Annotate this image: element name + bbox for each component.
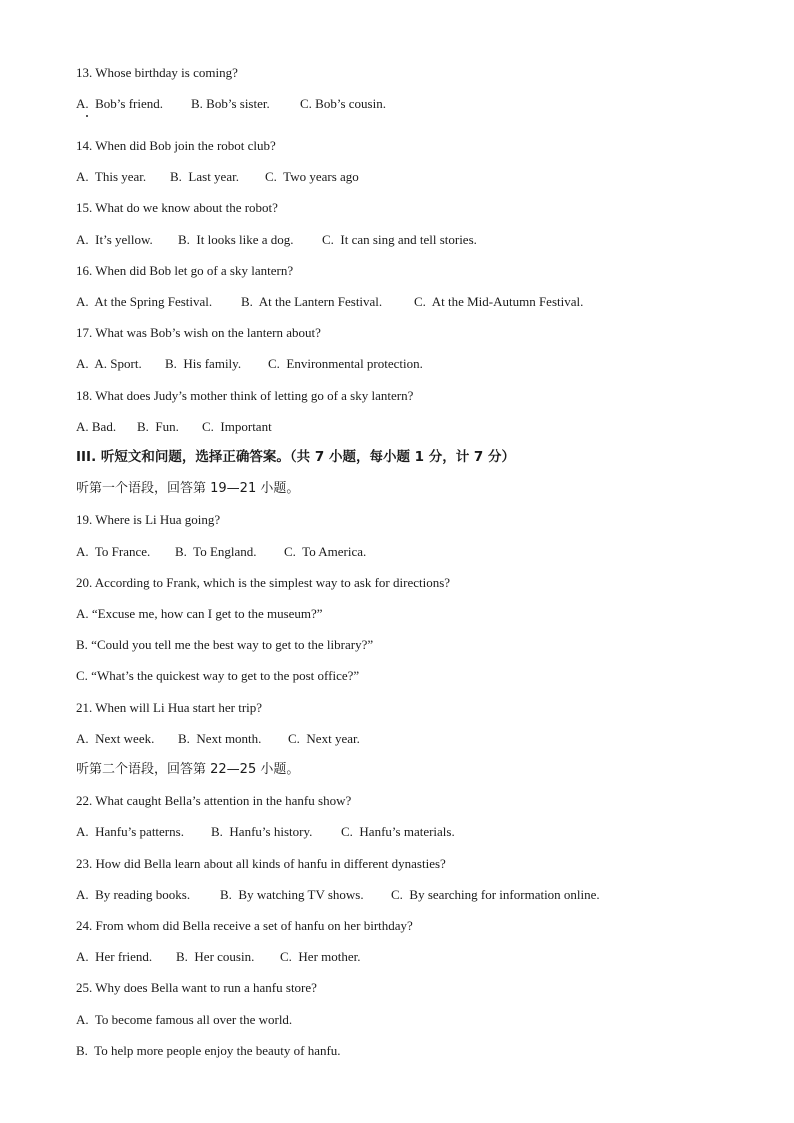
question-15: 15. What do we know about the robot? — [76, 200, 278, 215]
option-23a: A. By reading books. — [76, 887, 191, 902]
option-17b: B. His family. — [165, 356, 242, 371]
option-19a: A. To France. — [76, 544, 151, 559]
option-13a: A. Bob’s friend. — [76, 96, 164, 111]
option-18b: B. Fun. — [137, 419, 179, 434]
option-18a: A. Bad. — [76, 419, 117, 434]
option-22a: A. Hanfu’s patterns. — [76, 824, 184, 839]
option-14b: B. Last year. — [170, 169, 239, 184]
option-17c: C. Environmental protection. — [268, 356, 423, 371]
option-16a: A. At the Spring Festival. — [76, 294, 213, 309]
option-24c: C. Her mother. — [280, 949, 361, 964]
option-21a: A. Next week. — [76, 731, 155, 746]
options-22 — [76, 824, 455, 840]
option-22c: C. Hanfu’s materials. — [341, 824, 455, 839]
stray-mark — [86, 115, 88, 117]
options-16 — [76, 294, 583, 310]
option-13b: B. Bob’s sister. — [191, 96, 270, 111]
option-22b: B. Hanfu’s history. — [211, 824, 313, 839]
question-17: 17. What was Bob’s wish on the lantern about? — [76, 325, 321, 340]
question-24: 24. From whom did Bella receive a set of hanfu on her birthday? — [76, 918, 413, 933]
question-13: 13. Whose birthday is coming? — [76, 65, 238, 80]
question-20: 20. According to Frank, which is the simplest way to ask for directions? — [76, 575, 451, 590]
options-14 — [76, 169, 359, 185]
option-15b: B. It looks like a dog. — [178, 232, 294, 247]
question-19: 19. Where is Li Hua going? — [76, 512, 221, 527]
option-25b: B. To help more people enjoy the beauty of hanfu. — [76, 1043, 341, 1058]
options-23 — [76, 887, 600, 903]
option-18c: C. Important — [202, 419, 272, 434]
option-25a: A. To become famous all over the world. — [76, 1012, 293, 1027]
question-21: 21. When will Li Hua start her trip? — [76, 700, 263, 715]
option-19b: B. To England. — [175, 544, 257, 559]
option-14c: C. Two years ago — [265, 169, 359, 184]
option-16c: C. At the Mid-Autumn Festival. — [414, 294, 584, 309]
option-21c: C. Next year. — [288, 731, 360, 746]
question-25: 25. Why does Bella want to run a hanfu store? — [76, 980, 317, 995]
option-19c: C. To America. — [284, 544, 367, 559]
option-15a: A. It’s yellow. — [76, 232, 153, 247]
question-16: 16. When did Bob let go of a sky lantern? — [76, 263, 294, 278]
option-24b: B. Her cousin. — [176, 949, 255, 964]
question-23: 23. How did Bella learn about all kinds of hanfu in different dynasties? — [76, 856, 446, 871]
option-15c: C. It can sing and tell stories. — [322, 232, 477, 247]
question-14: 14. When did Bob join the robot club? — [76, 138, 276, 153]
question-18: 18. What does Judy’s mother think of letting go of a sky lantern? — [76, 388, 414, 403]
options-13 — [76, 96, 386, 112]
passage-2-intro: 听第二个语段，回答第 22—25 小题。 — [76, 762, 300, 777]
option-20c: C. “What’s the quickest way to get to the post office?” — [76, 668, 360, 683]
option-23c: C. By searching for information online. — [391, 887, 600, 902]
options-15 — [76, 232, 477, 248]
option-16b: B. At the Lantern Festival. — [241, 294, 383, 309]
option-17a: A. A. Sport. — [76, 356, 142, 371]
passage-1-intro: 听第一个语段，回答第 19—21 小题。 — [76, 481, 300, 496]
options-17 — [76, 356, 423, 372]
options-18 — [76, 419, 272, 435]
options-24 — [76, 949, 361, 965]
options-21 — [76, 731, 360, 747]
option-21b: B. Next month. — [178, 731, 262, 746]
option-13c: C. Bob’s cousin. — [300, 96, 386, 111]
option-14a: A. This year. — [76, 169, 147, 184]
option-20a: A. “Excuse me, how can I get to the museum?” — [76, 606, 323, 621]
section-3-heading: III. 听短文和问题，选择正确答案。（共 7 小题，每小题 1 分，计 7 分） — [76, 449, 516, 465]
option-20b: B. “Could you tell me the best way to get to the library?” — [76, 637, 374, 652]
option-23b: B. By watching TV shows. — [220, 887, 364, 902]
options-19 — [76, 544, 366, 560]
option-24a: A. Her friend. — [76, 949, 153, 964]
question-22: 22. What caught Bella’s attention in the hanfu show? — [76, 793, 352, 808]
